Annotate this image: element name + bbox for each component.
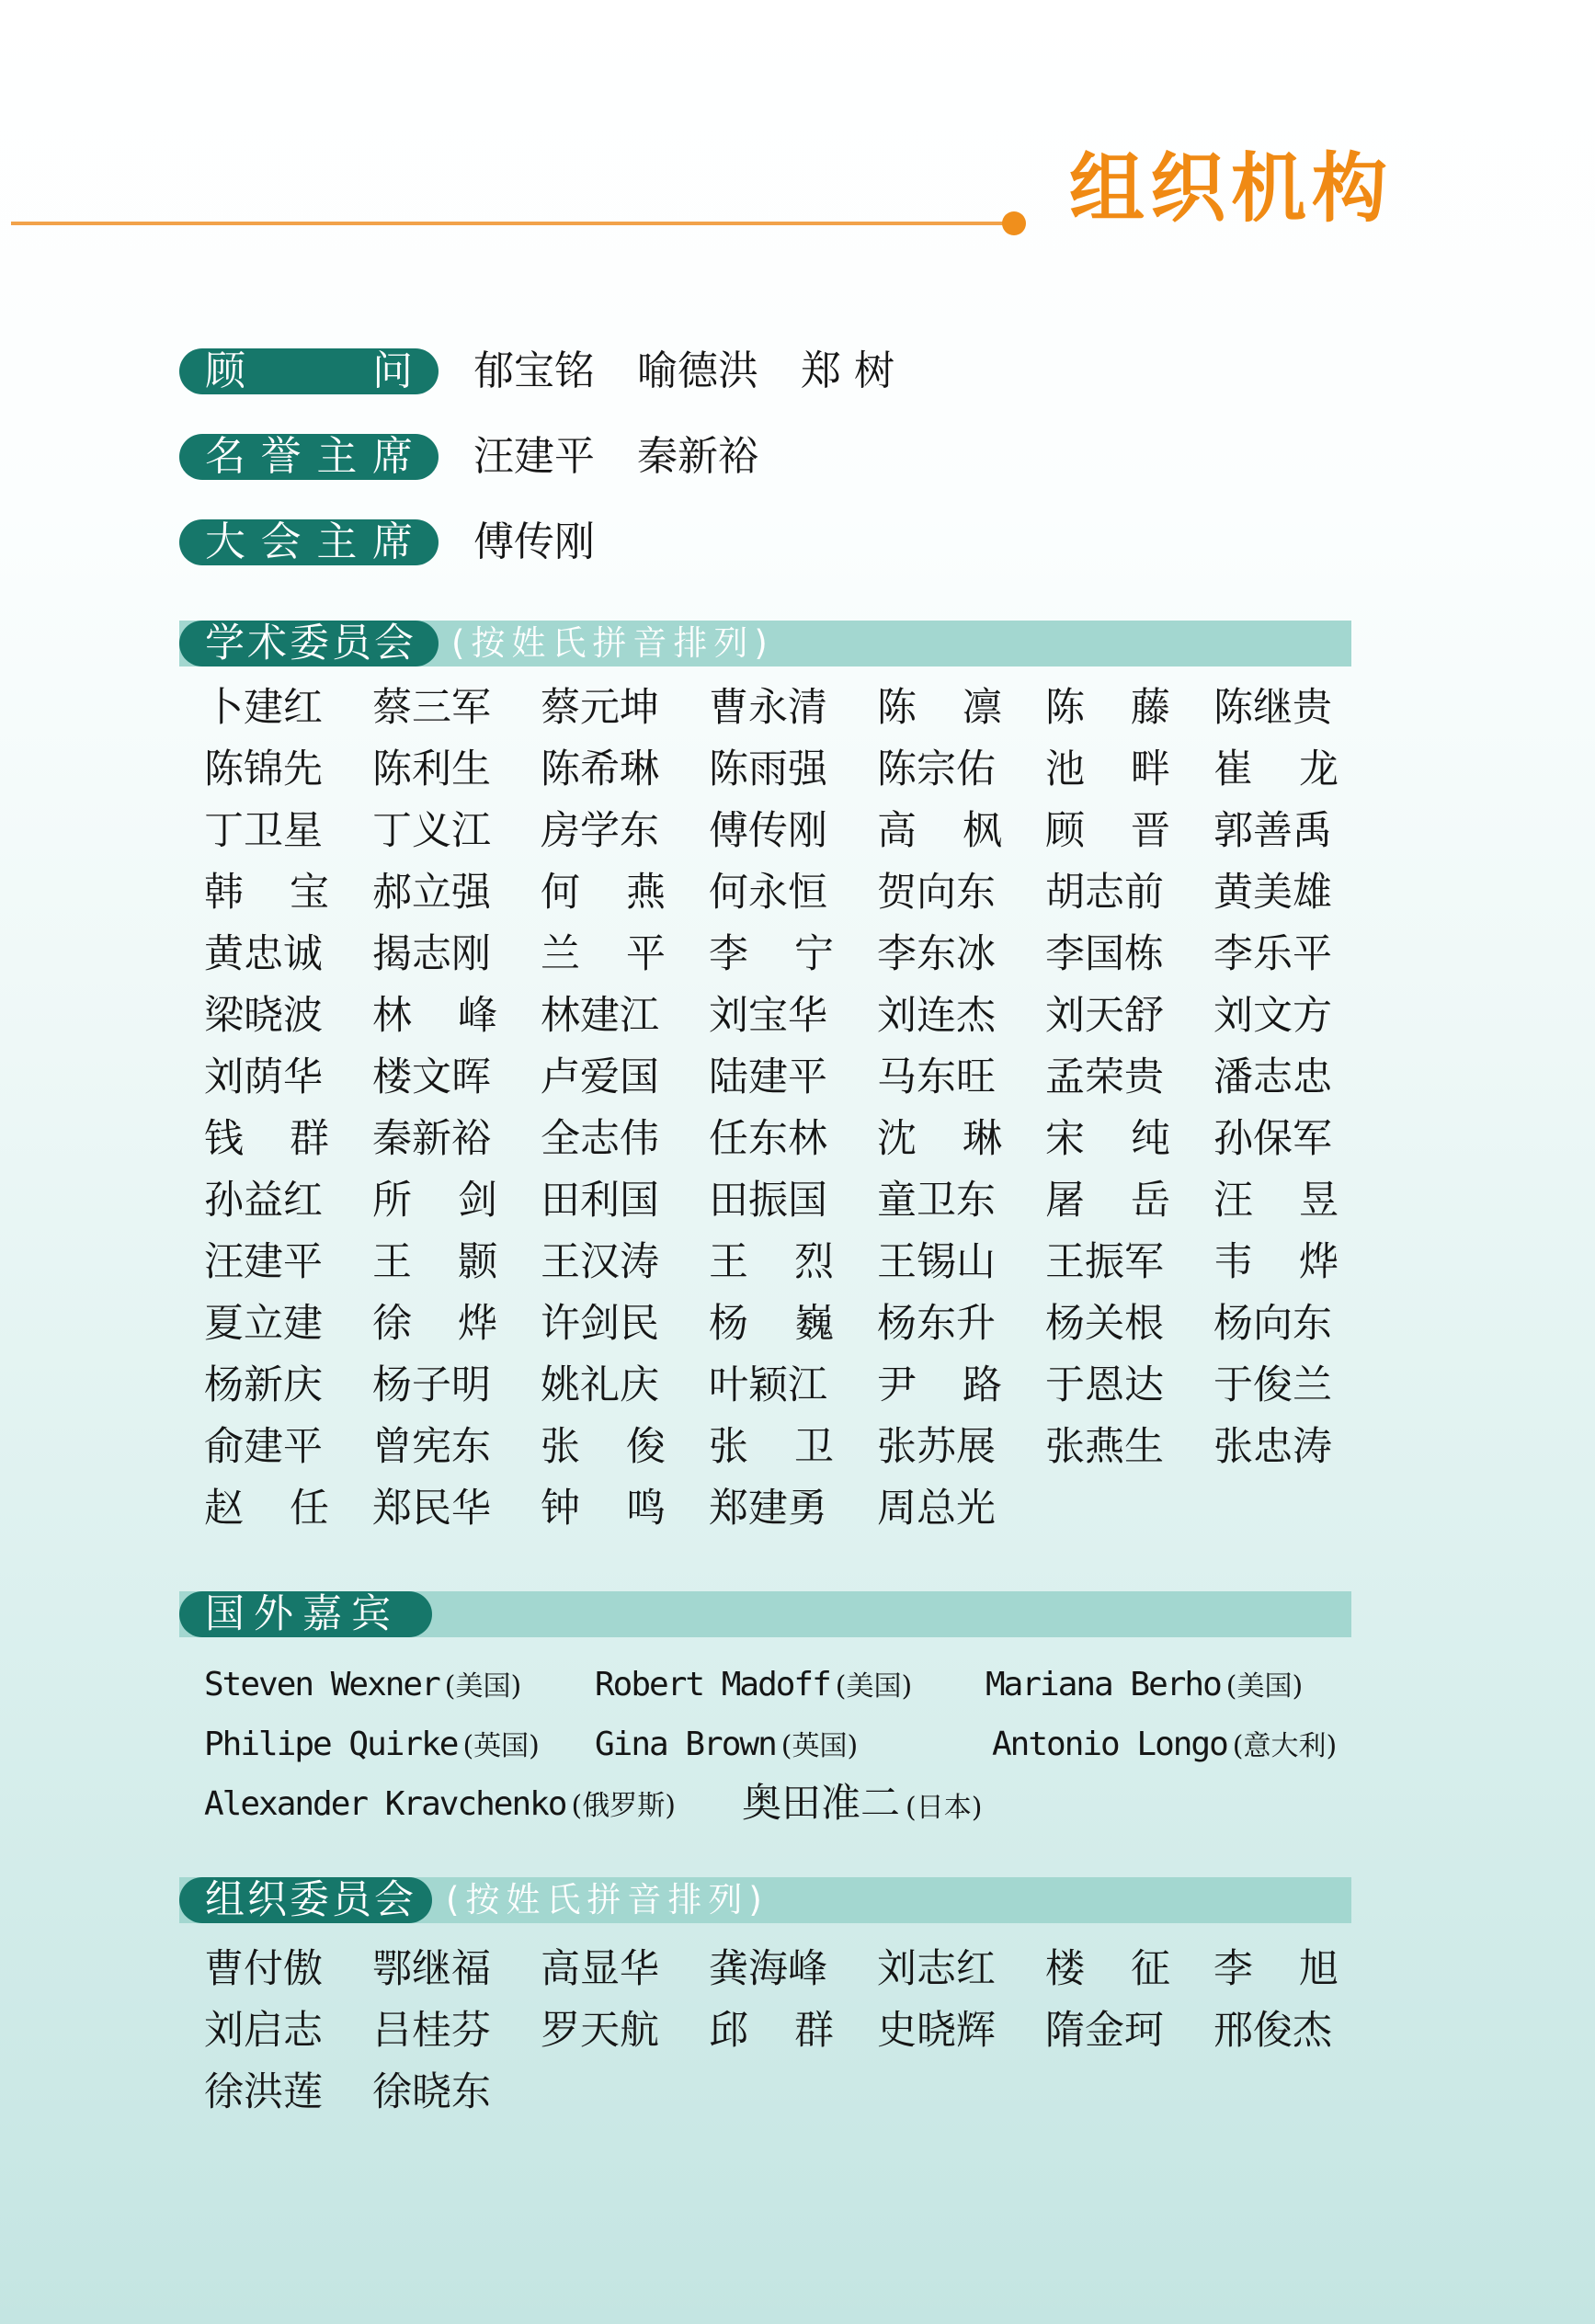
committee-member-name: 曾宪东	[372, 1424, 491, 1470]
committee-member-name: 孙保军	[1213, 1116, 1332, 1162]
committee-member-name: 房学东	[541, 808, 659, 854]
name-char: 群	[290, 1116, 329, 1162]
committee-member-name: 陈利生	[372, 746, 491, 792]
committee-member-name: 杨子明	[372, 1362, 491, 1408]
committee-member-name: 夏立建	[204, 1301, 323, 1347]
committee-member-name: 刘连杰	[877, 993, 996, 1039]
committee-member-name	[877, 1355, 1002, 1417]
committee-member-name: 俞建平	[204, 1424, 323, 1470]
committee-member-name	[541, 862, 666, 924]
name-char: 藤	[1131, 685, 1170, 731]
committee-member-name: 刘宝华	[709, 993, 827, 1039]
committee-member-name: 刘天舒	[1045, 993, 1164, 1039]
foreign-guests-label: 国外嘉宾	[179, 1591, 432, 1637]
committee-member-name: 郑民华	[372, 1486, 491, 1532]
committee-member-name: 杨新庆	[204, 1362, 323, 1408]
committee-member-name	[709, 1293, 834, 1355]
name-char: 李	[709, 931, 748, 977]
committee-member-name: 杨东升	[877, 1301, 996, 1347]
name-char: 兰	[541, 931, 580, 977]
academic-committee-bar	[179, 621, 1351, 666]
name-char: 卫	[794, 1424, 834, 1470]
name-char: 崔	[1213, 746, 1253, 792]
name-char: 杨	[709, 1301, 748, 1347]
committee-member-name: 傅传刚	[709, 808, 827, 854]
committee-member-name: 陈宗佑	[877, 746, 996, 792]
name-char: 巍	[794, 1301, 834, 1347]
committee-member-name	[709, 1232, 834, 1293]
honorary-chairs-label-char: 席	[371, 433, 413, 480]
foreign-guest-name: Mariana Berho	[985, 1666, 1221, 1703]
committee-member-name	[1213, 739, 1339, 801]
committee-member-name: 黄忠诚	[204, 931, 323, 977]
committee-member-name	[877, 801, 1002, 862]
foreign-guest-country: (美国)	[444, 1670, 522, 1703]
name-char: 池	[1045, 746, 1085, 792]
committee-member-name: 王锡山	[877, 1239, 996, 1285]
committee-member-name: 龚海峰	[709, 1946, 827, 1992]
committee-member-name: 叶颖江	[709, 1362, 827, 1408]
name-char: 俊	[626, 1424, 666, 1470]
committee-member-name	[877, 678, 1002, 739]
committee-member-name: 陈雨强	[709, 746, 827, 792]
name-char: 烨	[458, 1301, 497, 1347]
advisor-name: 郁宝铭	[473, 347, 595, 394]
foreign-guest	[204, 1715, 540, 1780]
foreign-guest	[204, 1655, 521, 1720]
committee-member-name: 邢俊杰	[1213, 2008, 1332, 2054]
committee-member-name	[709, 1417, 834, 1478]
committee-member-name: 田利国	[541, 1178, 659, 1224]
honorary-chairs-names	[473, 434, 801, 480]
name-char: 邱	[709, 2008, 748, 2054]
advisors-label-char: 问	[372, 347, 413, 394]
committee-member-name: 吕桂芬	[372, 2008, 491, 2054]
committee-member-name	[1045, 1109, 1170, 1170]
foreign-guest-country: (英国)	[462, 1730, 540, 1762]
foreign-guest	[595, 1655, 912, 1720]
foreign-guest	[595, 1715, 858, 1780]
foreign-guest-name: Robert Madoff	[595, 1666, 830, 1703]
committee-member-name	[372, 1170, 497, 1232]
committee-member-name: 贺向东	[877, 870, 996, 916]
committee-member-name: 卜建红	[204, 685, 323, 731]
foreign-guest-name: Philipe Quirke	[204, 1726, 458, 1763]
committee-member-name: 任东林	[709, 1116, 827, 1162]
name-char: 宋	[1045, 1116, 1085, 1162]
honorary-chair-name: 汪建平	[473, 433, 595, 480]
committee-member-name: 徐晓东	[372, 2069, 491, 2115]
foreign-guest-country: (英国)	[780, 1730, 859, 1762]
advisors-label-char: 顾	[205, 347, 245, 394]
name-char: 昱	[1299, 1178, 1339, 1224]
foreign-guest	[992, 1715, 1337, 1780]
name-char: 凛	[963, 685, 1002, 731]
committee-member-name	[541, 924, 666, 985]
foreign-guests-row	[204, 1655, 1353, 1715]
name-char: 林	[372, 993, 412, 1039]
committee-member-name: 马东旺	[877, 1054, 996, 1100]
conference-chair-label-char: 席	[371, 518, 413, 565]
name-char: 顾	[1045, 808, 1085, 854]
committee-member-name: 王汉涛	[541, 1239, 659, 1285]
committee-member-name	[1213, 1170, 1339, 1232]
foreign-guests-bar	[179, 1591, 1351, 1637]
name-char: 岳	[1131, 1178, 1170, 1224]
committee-member-name: 胡志前	[1045, 870, 1164, 916]
committee-member-name: 孙益红	[204, 1178, 323, 1224]
header-line	[11, 222, 1013, 225]
committee-member-name: 隋金珂	[1045, 2008, 1164, 2054]
committee-member-name: 张燕生	[1045, 1424, 1164, 1470]
conference-chair-label-char: 大	[205, 518, 245, 565]
name-char: 徐	[372, 1301, 412, 1347]
committee-member-name: 杨向东	[1213, 1301, 1332, 1347]
name-char: 纯	[1131, 1116, 1170, 1162]
committee-member-name: 刘启志	[204, 2008, 323, 2054]
committee-member-name: 李乐平	[1213, 931, 1332, 977]
committee-member-name: 曹永清	[709, 685, 827, 731]
conference-chair-name: 傅传刚	[473, 518, 595, 565]
foreign-guest-name: Antonio Longo	[992, 1726, 1227, 1763]
committee-member-name: 陈继贵	[1213, 685, 1332, 731]
committee-member-name: 梁晓波	[204, 993, 323, 1039]
academic-committee-names	[204, 678, 1339, 1540]
honorary-chairs-label-char: 誉	[260, 433, 302, 480]
name-char: 路	[963, 1362, 1002, 1408]
committee-member-name: 郝立强	[372, 870, 491, 916]
honorary-chair-name: 秦新裕	[637, 433, 758, 480]
name-char: 鸣	[626, 1486, 666, 1532]
name-char: 畔	[1131, 746, 1170, 792]
committee-member-name: 李国栋	[1045, 931, 1164, 977]
foreign-guest-country: (意大利)	[1232, 1730, 1338, 1762]
committee-member-name: 高显华	[541, 1946, 659, 1992]
honorary-chairs-label-char: 主	[316, 433, 358, 480]
committee-member-name: 张忠涛	[1213, 1424, 1332, 1470]
organizing-committee-names	[204, 1939, 1339, 2124]
name-char: 王	[372, 1239, 412, 1285]
foreign-guest-name: 奥田准二	[742, 1781, 900, 1827]
committee-member-name: 林建江	[541, 993, 659, 1039]
committee-member-name: 周总光	[877, 1486, 996, 1532]
name-char: 沈	[877, 1116, 917, 1162]
conference-chair-label-char: 主	[316, 518, 358, 565]
name-char: 烈	[794, 1239, 834, 1285]
name-char: 李	[1213, 1946, 1253, 1992]
committee-member-name: 史晓辉	[877, 2008, 996, 2054]
foreign-guest	[204, 1774, 676, 1840]
committee-member-name	[541, 1478, 666, 1540]
foreign-guest	[742, 1774, 982, 1841]
academic-committee-note: (按姓氏拼音排列)	[451, 623, 774, 663]
name-char: 旭	[1299, 1946, 1339, 1992]
header-dot	[1002, 211, 1026, 235]
foreign-guest-country: (美国)	[835, 1670, 913, 1703]
name-char: 高	[877, 808, 917, 854]
name-char: 枫	[963, 808, 1002, 854]
name-char: 平	[626, 931, 666, 977]
name-char: 屠	[1045, 1178, 1085, 1224]
advisors-names	[473, 348, 937, 394]
name-char: 峰	[458, 993, 497, 1039]
committee-member-name: 秦新裕	[372, 1116, 491, 1162]
name-char: 任	[290, 1486, 329, 1532]
page-title: 组织机构	[1069, 145, 1394, 233]
foreign-guests-row	[204, 1715, 1353, 1774]
committee-member-name	[541, 1417, 666, 1478]
academic-committee-label: 学术委员会	[179, 621, 439, 666]
name-char: 钱	[204, 1116, 244, 1162]
committee-member-name: 蔡三军	[372, 685, 491, 731]
foreign-guest-name: Gina Brown	[595, 1726, 776, 1763]
committee-member-name	[877, 1109, 1002, 1170]
committee-member-name	[1213, 1939, 1339, 2000]
committee-member-name: 王振军	[1045, 1239, 1164, 1285]
committee-member-name	[1045, 1939, 1170, 2000]
organizing-committee-bar	[179, 1877, 1351, 1923]
committee-member-name: 李东冰	[877, 931, 996, 977]
committee-member-name	[204, 862, 329, 924]
organizing-committee-label: 组织委员会	[179, 1877, 432, 1923]
honorary-chairs-label-char: 名	[205, 433, 245, 480]
committee-member-name: 丁卫星	[204, 808, 323, 854]
committee-member-name: 鄂继福	[372, 1946, 491, 1992]
name-char: 王	[709, 1239, 748, 1285]
name-char: 晋	[1131, 808, 1170, 854]
name-char: 宝	[290, 870, 329, 916]
committee-member-name: 黄美雄	[1213, 870, 1332, 916]
name-char: 何	[541, 870, 580, 916]
name-char: 所	[372, 1178, 412, 1224]
committee-member-name	[372, 985, 497, 1047]
committee-member-name	[709, 2000, 834, 2062]
committee-member-name: 童卫东	[877, 1178, 996, 1224]
conference-chair-label-char: 会	[260, 518, 302, 565]
committee-member-name	[1213, 1232, 1339, 1293]
organizing-committee-note: (按姓氏拼音排列)	[446, 1880, 769, 1920]
name-char: 烨	[1299, 1239, 1339, 1285]
name-char: 楼	[1045, 1946, 1085, 1992]
committee-member-name: 潘志忠	[1213, 1054, 1332, 1100]
foreign-guest-country: (日本)	[906, 1792, 983, 1824]
committee-member-name: 张苏展	[877, 1424, 996, 1470]
name-char: 剑	[458, 1178, 497, 1224]
committee-member-name: 姚礼庆	[541, 1362, 659, 1408]
name-char: 龙	[1299, 746, 1339, 792]
committee-member-name: 刘荫华	[204, 1054, 323, 1100]
name-char: 韩	[204, 870, 244, 916]
name-char: 征	[1131, 1946, 1170, 1992]
committee-member-name: 陈锦先	[204, 746, 323, 792]
committee-member-name: 揭志刚	[372, 931, 491, 977]
committee-member-name: 罗天航	[541, 2008, 659, 2054]
committee-member-name	[1045, 739, 1170, 801]
committee-member-name	[204, 1478, 329, 1540]
advisor-name: 郑 树	[801, 347, 894, 394]
committee-member-name: 全志伟	[541, 1116, 659, 1162]
committee-member-name: 孟荣贵	[1045, 1054, 1164, 1100]
committee-member-name: 刘志红	[877, 1946, 996, 1992]
committee-member-name: 于恩达	[1045, 1362, 1164, 1408]
name-char: 陈	[1045, 685, 1085, 731]
committee-member-name: 于俊兰	[1213, 1362, 1332, 1408]
name-char: 张	[709, 1424, 748, 1470]
committee-member-name: 陆建平	[709, 1054, 827, 1100]
name-char: 琳	[963, 1116, 1002, 1162]
name-char: 汪	[1213, 1178, 1253, 1224]
advisor-name: 喻德洪	[637, 347, 758, 394]
committee-member-name: 卢爱国	[541, 1054, 659, 1100]
foreign-guests-row	[204, 1774, 1353, 1834]
committee-member-name: 楼文晖	[372, 1054, 491, 1100]
name-char: 燕	[626, 870, 666, 916]
name-char: 颢	[458, 1239, 497, 1285]
committee-member-name	[1045, 801, 1170, 862]
committee-member-name: 郑建勇	[709, 1486, 827, 1532]
committee-member-name: 郭善禹	[1213, 808, 1332, 854]
foreign-guest-name: Steven Wexner	[204, 1666, 439, 1703]
committee-member-name: 田振国	[709, 1178, 827, 1224]
committee-member-name: 何永恒	[709, 870, 827, 916]
name-char: 张	[541, 1424, 580, 1470]
name-char: 群	[794, 2008, 834, 2054]
committee-member-name: 陈希琳	[541, 746, 659, 792]
committee-member-name: 丁义江	[372, 808, 491, 854]
committee-member-name: 刘文方	[1213, 993, 1332, 1039]
name-char: 陈	[877, 685, 917, 731]
committee-member-name: 许剑民	[541, 1301, 659, 1347]
name-char: 宁	[794, 931, 834, 977]
committee-member-name	[709, 924, 834, 985]
committee-member-name	[204, 1109, 329, 1170]
advisors-label	[179, 348, 439, 394]
committee-member-name: 曹付傲	[204, 1946, 323, 1992]
foreign-guest-country: (俄罗斯)	[571, 1790, 676, 1822]
foreign-guest-country: (美国)	[1225, 1670, 1304, 1703]
foreign-guests-list	[204, 1655, 1353, 1834]
committee-member-name: 徐洪莲	[204, 2069, 323, 2115]
name-char: 钟	[541, 1486, 580, 1532]
committee-member-name: 蔡元坤	[541, 685, 659, 731]
foreign-guest	[985, 1655, 1303, 1720]
conference-chair-names	[473, 519, 637, 565]
foreign-guest-name: Alexander Kravchenko	[204, 1785, 566, 1823]
committee-member-name	[1045, 1170, 1170, 1232]
honorary-chairs-label	[179, 434, 439, 480]
committee-member-name: 汪建平	[204, 1239, 323, 1285]
committee-member-name	[1045, 678, 1170, 739]
name-char: 韦	[1213, 1239, 1253, 1285]
committee-member-name	[372, 1293, 497, 1355]
committee-member-name: 杨关根	[1045, 1301, 1164, 1347]
name-char: 赵	[204, 1486, 244, 1532]
conference-chair-label	[179, 519, 439, 565]
name-char: 尹	[877, 1362, 917, 1408]
committee-member-name	[372, 1232, 497, 1293]
